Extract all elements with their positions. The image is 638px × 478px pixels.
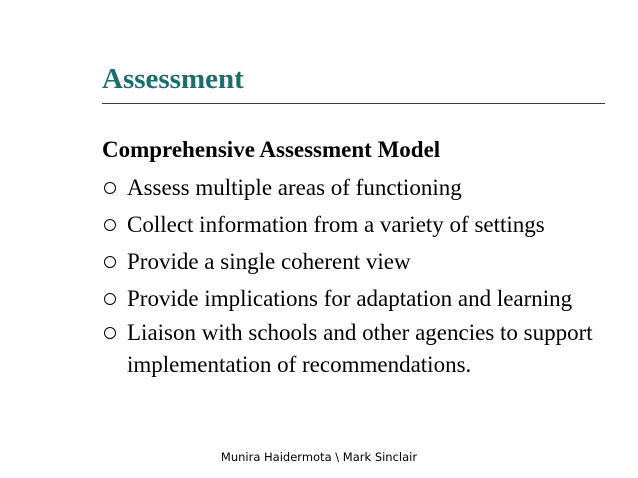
bullet-item [104,209,604,241]
hollow-circle-bullet-icon [104,256,116,268]
slide-title: Assessment [102,63,244,95]
hollow-circle-bullet-icon [104,327,116,339]
bullet-item [104,317,604,381]
bullet-item [104,246,604,278]
section-heading: Comprehensive Assessment Model [102,137,441,162]
bullet-list [104,172,604,383]
title-divider [102,103,605,104]
hollow-circle-bullet-icon [104,182,116,194]
bullet-text: Assess multiple areas of functioning [127,175,462,200]
bullet-text: Provide a single coherent view [127,249,411,274]
bullet-item [104,283,604,315]
bullet-text: Liaison with schools and other agencies to support implementation of recommendations. [127,320,593,377]
bullet-text: Provide implications for adaptation and learning [127,286,573,311]
hollow-circle-bullet-icon [104,293,116,305]
hollow-circle-bullet-icon [104,219,116,231]
bullet-text: Collect information from a variety of settings [127,212,545,237]
bullet-item [104,172,604,204]
slide-footer: Munira Haidermota \ Mark Sinclair [220,450,418,464]
